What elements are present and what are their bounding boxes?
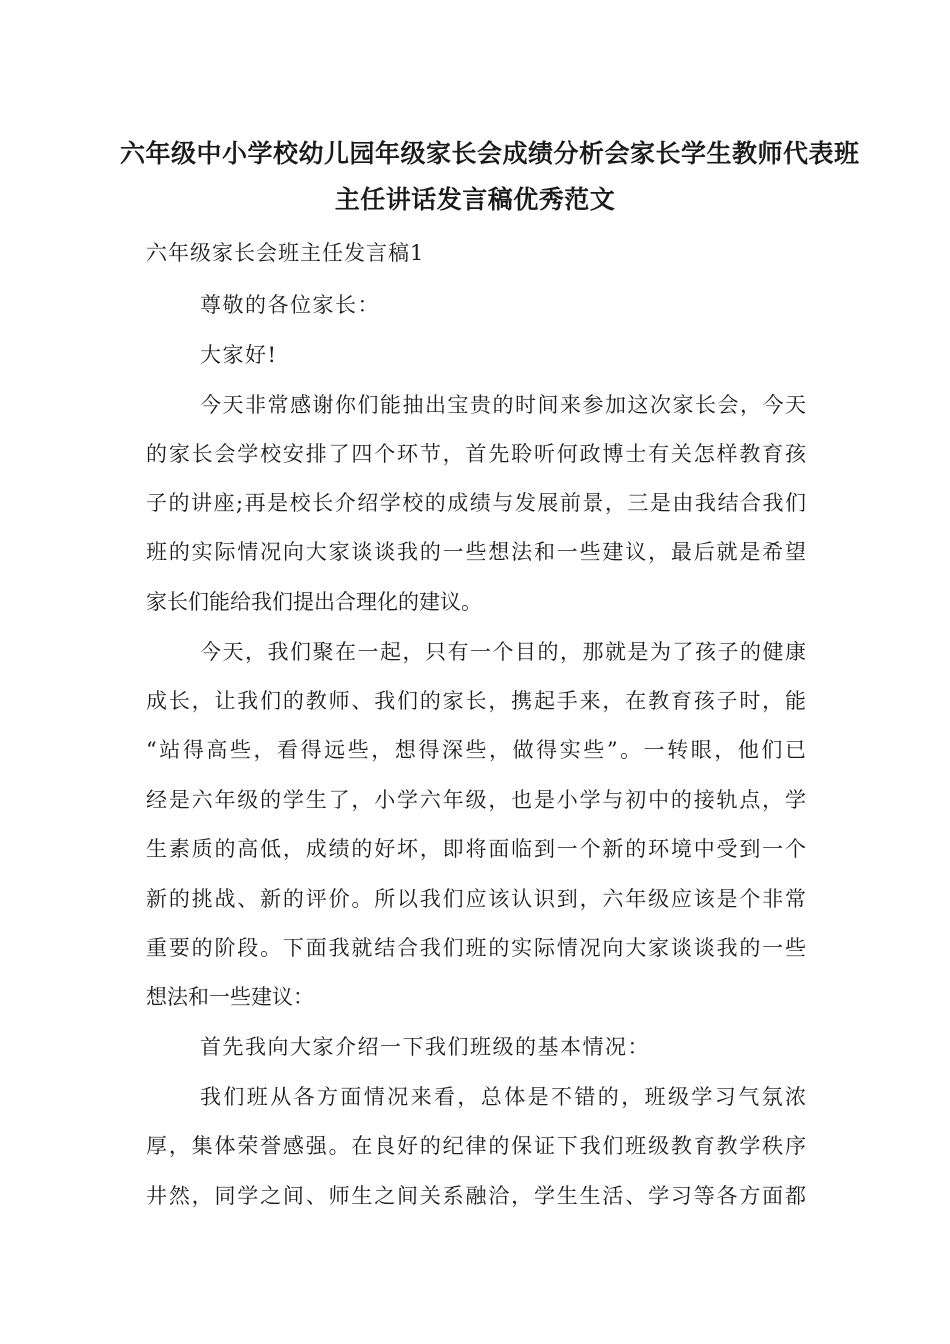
- paragraph-line: 经是六年级的学生了，小学六年级，也是小学与初中的接轨点，学: [146, 788, 806, 812]
- paragraph-line: 班的实际情况向大家谈谈我的一些想法和一些建议，最后就是希望: [146, 540, 806, 564]
- paragraph-line: 的家长会学校安排了四个环节，首先聆听何政博士有关怎样教育孩: [146, 442, 806, 466]
- salutation: 尊敬的各位家长：: [200, 293, 380, 317]
- greeting: 大家好!: [200, 343, 278, 367]
- paragraph-line: 新的挑战、新的评价。所以我们应该认识到，六年级应该是个非常: [146, 887, 806, 911]
- paragraph-line: 今天非常感谢你们能抽出宝贵的时间来参加这次家长会，今天: [200, 393, 806, 417]
- paragraph-line: 首先我向大家介绍一下我们班级的基本情况：: [200, 1035, 650, 1059]
- paragraph-line: 生素质的高低，成绩的好坏，即将面临到一个新的环境中受到一个: [146, 837, 806, 861]
- paragraph-line: 今天，我们聚在一起，只有一个目的，那就是为了孩子的健康: [200, 640, 806, 664]
- document-title-line-2: 主任讲话发言稿优秀范文: [334, 185, 616, 214]
- section-heading: 六年级家长会班主任发言稿1: [146, 241, 425, 265]
- paragraph-line: 厚，集体荣誉感强。在良好的纪律的保证下我们班级教育教学秩序: [146, 1134, 806, 1158]
- paragraph-line: 我们班从各方面情况来看，总体是不错的，班级学习气氛浓: [200, 1085, 806, 1109]
- paragraph-line: “站得高些，看得远些，想得深些，做得实些”。一转眼，他们已: [146, 738, 806, 762]
- paragraph-line: 想法和一些建议：: [146, 985, 314, 1009]
- paragraph-line: 成长，让我们的教师、我们的家长，携起手来，在教育孩子时，能: [146, 689, 806, 713]
- paragraph-line: 家长们能给我们提出合理化的建议。: [146, 590, 482, 614]
- paragraph-line: 井然，同学之间、师生之间关系融洽，学生生活、学习等各方面都: [146, 1184, 806, 1208]
- paragraph-line: 子的讲座;再是校长介绍学校的成绩与发展前景，三是由我结合我们: [146, 491, 806, 515]
- paragraph-line: 重要的阶段。下面我就结合我们班的实际情况向大家谈谈我的一些: [146, 936, 806, 960]
- document-title-line-1: 六年级中小学校幼儿园年级家长会成绩分析会家长学生教师代表班: [120, 139, 860, 168]
